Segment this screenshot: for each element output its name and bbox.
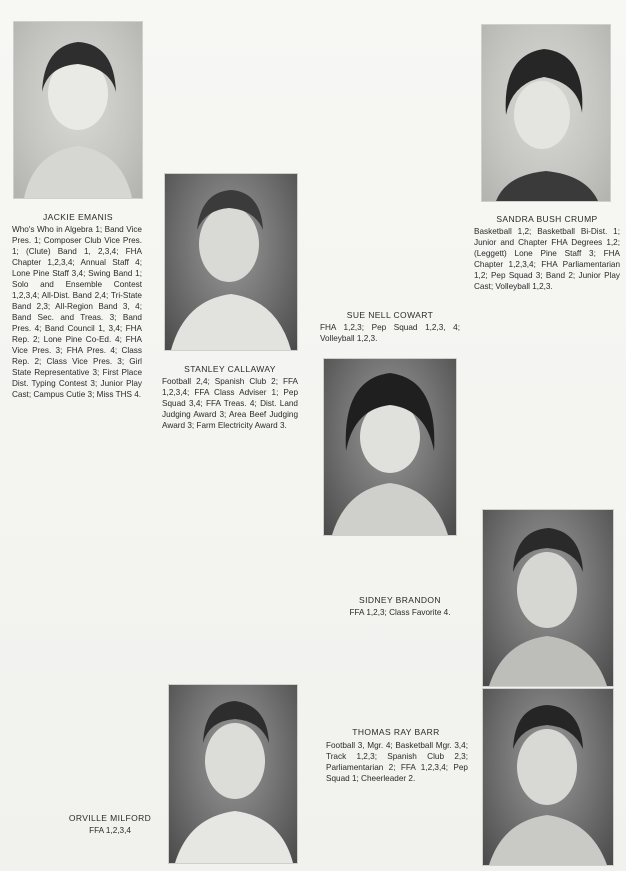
portrait-silhouette-icon bbox=[324, 359, 456, 535]
portrait-photo-thomas-ray-barr bbox=[483, 689, 613, 865]
portrait-silhouette-icon bbox=[14, 22, 142, 198]
student-activities: FFA 1,2,3,4 bbox=[89, 826, 131, 835]
student-name: THOMAS RAY BARR bbox=[352, 727, 440, 737]
student-name: SUE NELL COWART bbox=[346, 310, 434, 320]
portrait-silhouette-icon bbox=[482, 25, 610, 201]
portrait-photo-sue-nell-cowart bbox=[324, 359, 456, 535]
portrait-silhouette-icon bbox=[483, 689, 613, 865]
portrait-photo-stanley-callaway bbox=[165, 174, 297, 350]
student-name: SIDNEY BRANDON bbox=[359, 595, 441, 605]
portrait-silhouette-icon bbox=[169, 685, 297, 863]
portrait-photo-orville-milford bbox=[169, 685, 297, 863]
portrait-photo-jackie-emanis bbox=[14, 22, 142, 198]
student-activities: Basketball 1,2; Basketball Bi-Dist. 1; Junior and Chapter FHA Degrees 1,2; (Leggett) Lone Pine Staff 3; FHA Chapter 1,2,3,4; FHA Parliamentarian 1,2; Pep Squad 3; Band 2; Junior Play Cast; Volleyball 1,2,3. bbox=[474, 227, 620, 291]
student-activities: Who's Who in Algebra 1; Band Vice Pres. 1; Composer Club Vice Pres. 1; (Clute) Band 1, 2,3,4; FHA Chapter 1,2,3,4; Annual Staff 4; Lone Pine Staff 3,4; Swing Band 1; Solo and Ensemble Contest 1,2,3,4; All-Dist. Band 2,4; Tri-State Band 2,3; All-Region Band 3, 4; Band Sec. and Treas. 3; Band Pres. 4; Band Council 1, 3,4; FHA Rep. 2; Lone Pine Co-Ed. 4; FHA Vice Pres. 3; FHA Pres. 4; Class Rep. 2; Class Vice Pres. 3; Girl State Representative 3; First Place Dist. Typing Contest 3; Junior Play Cast; Campus Cutie 3; Miss THS 4. bbox=[12, 225, 142, 399]
student-name: STANLEY CALLAWAY bbox=[184, 364, 276, 374]
student-name: ORVILLE MILFORD bbox=[68, 813, 152, 823]
student-activities: FHA 1,2,3; Pep Squad 1,2,3, 4; Volleyball 1,2,3. bbox=[320, 323, 460, 343]
portrait-photo-sandra-bush-crump bbox=[482, 25, 610, 201]
portrait-photo-sidney-brandon bbox=[483, 510, 613, 686]
student-activities: Football 3, Mgr. 4; Basketball Mgr. 3,4; Track 1,2,3; Spanish Club 2,3; Parliamentarian 2; FFA 1,2,3,4; Pep Squad 1; Cheerleader 2. bbox=[326, 741, 468, 783]
student-name: JACKIE EMANIS bbox=[43, 212, 113, 222]
student-activities: Football 2,4; Spanish Club 2; FFA 1,2,3,4; FFA Class Adviser 1; Pep Squad 3,4; FFA Treas. 4; Dist. Land Judging Award 3; Area Beef Judging Award 3; Farm Electricity Award 3. bbox=[162, 377, 298, 430]
student-name: SANDRA BUSH CRUMP bbox=[496, 214, 598, 224]
portrait-silhouette-icon bbox=[165, 174, 297, 350]
portrait-silhouette-icon bbox=[483, 510, 613, 686]
student-activities: FFA 1,2,3; Class Favorite 4. bbox=[349, 608, 451, 617]
